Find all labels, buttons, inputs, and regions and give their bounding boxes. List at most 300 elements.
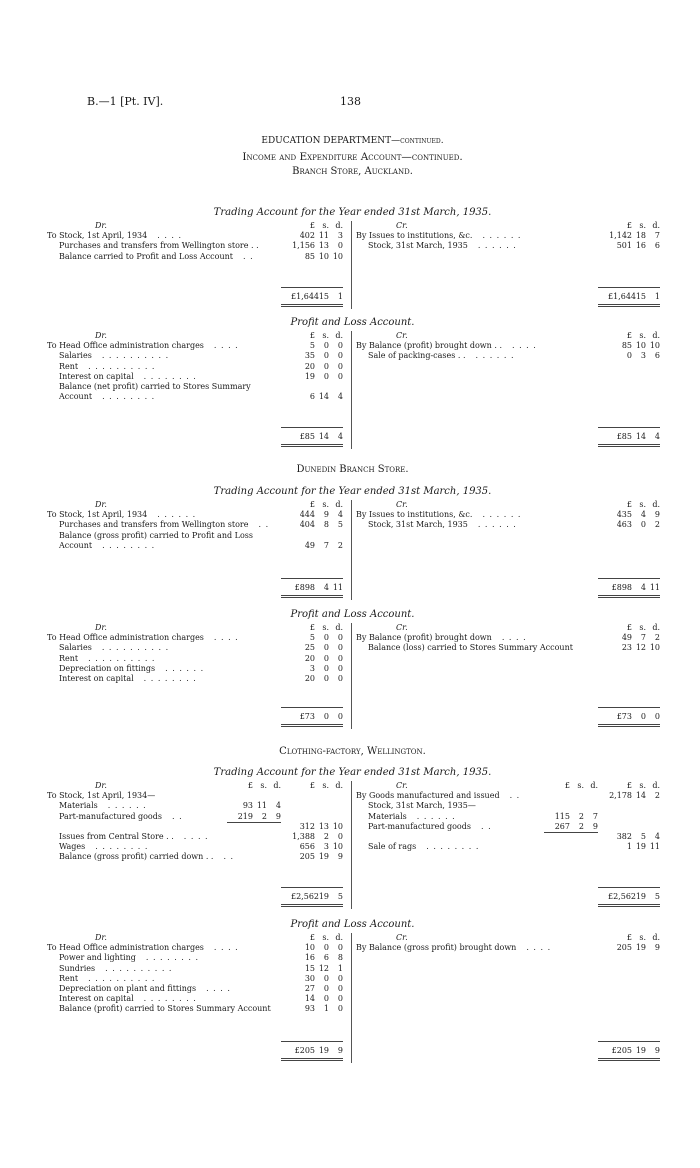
leader-dots: . . . . . . [482,231,522,241]
ledger-row [45,654,349,664]
entry-amount-shillings: 14 [318,392,329,402]
entry-amount-pounds: 1,142 [609,231,632,241]
entry-amount [608,791,660,801]
ledger-row [45,382,349,392]
entry-text: Rent [59,653,79,663]
total-rule [281,427,343,428]
ledger-row [45,241,349,251]
entry-amount-pounds: 404 [299,520,315,530]
currency-header [291,933,343,943]
entry-label [47,231,182,241]
currency-header [291,500,343,510]
total-rule [598,1041,660,1042]
ledger-row [354,341,660,351]
total-amount-pence: 4 [337,432,343,441]
entry-inner-amount-shillings: 2 [261,811,267,821]
ledger-row [45,852,349,862]
entry-amount-pence: 9 [654,510,660,520]
entry-inner-amount-pounds: 93 [242,801,253,811]
column-divider [351,623,352,729]
ledger-row [354,351,660,361]
entry-amount-pounds: 444 [299,510,315,520]
total-double-rule [598,444,660,447]
credit-label: Cr. [396,933,408,942]
entry-amount-pounds: 402 [299,231,315,241]
currency-header-pounds: £ [309,331,315,340]
entry-amount-pence: 9 [654,943,660,953]
ledger-row [45,231,349,241]
leader-dots: . . . . . . . . [145,953,200,963]
currency-header-inner [546,781,598,791]
entry-amount-shillings: 6 [323,953,329,963]
entry-amount [291,964,343,974]
entry-amount [291,643,343,653]
leader-dots: . . . . [183,832,209,841]
entry-amount-pence: 0 [337,643,343,653]
entry-amount-pence: 4 [337,510,343,520]
entry-label [59,852,234,862]
entry-amount [291,822,343,832]
total-amount-pence: 4 [654,432,660,441]
ledger-row [45,633,349,643]
total-rule [598,578,660,579]
entry-amount-shillings: 0 [323,633,329,643]
entry-amount-pounds: 20 [304,653,315,663]
entry-amount-pounds: 23 [621,643,632,653]
entry-amount [608,643,660,653]
ledger-row [45,984,349,994]
entry-text: Depreciation on fittings [59,663,156,673]
total-amount-pounds: £73 [299,712,315,721]
total-row [45,292,349,302]
entry-amount-pence: 0 [337,633,343,643]
entry-inner-amount [229,812,281,822]
leader-dots: . . . . . . . . [102,392,156,402]
entry-amount [291,984,343,994]
total-amount-pounds: £898 [294,583,315,592]
entry-amount-pounds: 5 [309,341,315,351]
entry-amount [291,654,343,664]
entry-amount-pounds: 25 [304,643,315,653]
entry-text: Stock, 31st March, 1935 [368,520,468,530]
entry-amount [291,372,343,382]
entry-label [59,801,147,811]
entry-text: Issues from Central Store . . [59,832,174,841]
entry-amount-pounds: 0 [626,351,632,361]
currency-header-pounds: £ [309,500,315,509]
leader-dots: . . . . . . . . . . [101,643,170,653]
total-amount-pence: 11 [649,583,660,592]
ledger-row [45,643,349,653]
ledger-row [45,842,349,852]
currency-header [608,623,660,633]
entry-amount-pence: 0 [337,1004,343,1014]
entry-amount-pounds: 1,388 [292,832,315,841]
ledger-row [45,812,349,822]
currency-header [608,331,660,341]
entry-amount-shillings: 12 [318,963,329,973]
entry-amount [291,510,343,520]
entry-amount-pounds: 205 [299,852,315,862]
section-title: Branch Store, Auckland. [292,166,413,177]
entry-amount-pence: 3 [337,231,343,241]
currency-header-pence: d. [652,933,660,942]
entry-amount [608,231,660,241]
account-body [45,933,660,1063]
ledger-row [354,241,660,251]
entry-amount [291,392,343,402]
entry-text: Interest on capital [59,994,134,1004]
total-row [45,1046,349,1056]
debit-header-row [45,221,349,231]
entry-text: Part-manufactured goods [59,811,162,821]
leader-dots: . . . . [157,231,183,241]
currency-header-shillings: s. [322,623,329,632]
total-amount [291,583,343,593]
ledger-row [45,674,349,684]
ledger-row [45,943,349,953]
total-amount-shillings: 19 [635,892,646,901]
entry-amount-pounds: 14 [304,994,315,1004]
total-double-rule [598,304,660,307]
entry-amount-pounds: 1,156 [292,241,315,251]
ledger-row [354,520,660,530]
currency-header [291,623,343,633]
leader-dots: . . . . . . [475,351,515,361]
account-body [45,331,660,449]
entry-amount-shillings: 19 [635,842,646,852]
currency-header-shillings: s. [322,500,329,509]
entry-text: Purchases and transfers from Wellington store . . [59,241,259,251]
ledger-row [45,801,349,811]
currency-header-pence: d. [652,500,660,509]
entry-amount-pence: 2 [654,791,660,801]
entry-amount [291,351,343,361]
entry-amount-shillings: 0 [323,351,329,361]
entry-label [356,510,521,520]
entry-amount-shillings: 13 [318,241,329,251]
total-amount [291,292,343,302]
currency-header-pence: d. [335,500,343,509]
total-row [45,712,349,722]
entry-label [59,953,199,963]
entry-amount [291,1004,343,1014]
leader-dots: . . . . . . . . [143,994,197,1004]
credit-label: Cr. [396,331,408,340]
entry-label [59,812,183,822]
entry-amount-pence: 2 [337,540,343,550]
total-row [45,583,349,593]
ledger-row [45,964,349,974]
department-heading: EDUCATION DEPARTMENT—continued. [261,136,444,146]
entry-text: Balance (gross profit) carried down . . [59,852,214,862]
entry-amount-shillings: 14 [635,791,646,801]
entry-text: Salaries [59,643,92,653]
entry-text: Sundries [59,963,96,973]
entry-amount-shillings: 0 [323,653,329,663]
entry-text: Sale of rags [368,842,417,852]
leader-dots: . . . . [526,943,552,953]
entry-amount-shillings: 0 [323,674,329,683]
entry-amount-pence: 0 [337,984,343,993]
credit-label: Cr. [396,781,408,790]
currency-header-pence: d. [652,623,660,632]
leader-dots: . . . . [206,984,231,993]
total-amount-shillings: 15 [635,292,646,301]
entry-amount-pounds: 85 [621,341,632,351]
entry-text: Depreciation on plant and fittings [59,984,197,993]
currency-header-inner-pence: d. [273,781,281,790]
entry-amount-pence: 7 [654,231,660,241]
currency-header-inner-pounds: £ [564,781,570,790]
entry-label [59,674,197,684]
entry-inner-amount [229,801,281,811]
entry-text: Purchases and transfers from Wellington store [59,520,249,530]
leader-dots: . . . . . . [107,801,147,811]
entry-text: Stock, 31st March, 1935 [368,241,468,251]
currency-header-shillings: s. [639,933,646,942]
total-rule [281,707,343,708]
entry-amount-pence: 0 [337,371,343,381]
entry-amount-pounds: 35 [304,351,315,361]
entry-text: To Stock, 1st April, 1934 [47,231,148,241]
total-amount-pence: 9 [654,1046,660,1055]
currency-header [291,221,343,231]
account-table [45,781,660,909]
ledger-row [354,633,660,643]
entry-label [356,231,521,241]
currency-header-shillings: s. [639,781,646,790]
ledger-row [354,832,660,842]
entry-amount-pounds: 20 [304,674,315,683]
total-amount [291,712,343,722]
currency-header-shillings: s. [322,933,329,942]
leader-dots: . . . . [213,943,239,953]
entry-label [368,520,517,530]
currency-header-pence: d. [335,781,343,790]
entry-amount-shillings: 0 [323,973,329,983]
entry-amount-pence: 10 [332,821,343,831]
currency-header-pounds: £ [626,933,632,942]
ledger-row [45,372,349,382]
total-amount-pounds: £898 [611,583,632,592]
entry-inner-amount-shillings: 2 [578,811,584,821]
debit-header-row [45,781,349,791]
leader-dots: . . . . . . [165,663,205,673]
credit-header-row [354,331,660,341]
leader-dots: . . . . [511,341,537,351]
entry-amount-pence: 0 [337,653,343,663]
total-rule [281,578,343,579]
entry-amount-pounds: 3 [309,663,315,673]
entry-text: By Issues to institutions, &c. [356,231,473,241]
ledger-row [45,1004,349,1014]
total-rule [281,1041,343,1042]
entry-amount-shillings: 0 [323,984,329,993]
total-double-rule [598,1058,660,1061]
account-title: Trading Account for the Year ended 31st March, 1935. [213,207,492,218]
entry-amount [608,241,660,251]
total-amount-shillings: 0 [640,712,646,721]
ledger-row [45,392,349,402]
entry-label [47,341,239,351]
debit-label: Dr. [95,331,107,340]
ledger-row [45,362,349,372]
column-divider [351,500,352,600]
entry-amount-pounds: 10 [304,943,315,953]
leader-dots: . . . . . . [157,510,197,520]
entry-amount-pence: 0 [337,341,343,351]
entry-text: By Issues to institutions, &c. [356,510,473,520]
debit-side [45,331,349,449]
currency-header-inner [229,781,281,791]
entry-label [59,654,155,664]
entry-text: Balance (gross profit) carried to Profit and Loss [59,530,253,540]
entry-inner-amount-shillings: 11 [256,801,267,811]
debit-label: Dr. [95,623,107,632]
ledger-row [45,351,349,361]
entry-amount-shillings: 1 [323,1004,329,1014]
total-rule [598,427,660,428]
total-amount-pounds: £2,562 [291,892,319,901]
column-divider [351,221,352,309]
account-heading: Income and Expenditure Account—continued. [242,151,463,163]
leader-dots: . . . . [213,633,239,643]
total-amount-pence: 1 [654,292,660,301]
entry-amount-pounds: 463 [616,520,632,530]
entry-amount-pounds: 20 [304,361,315,371]
entry-amount-shillings: 10 [318,251,329,261]
leader-dots: . . . . . . . . . . [105,963,173,973]
entry-amount-pounds: 85 [304,251,315,261]
account-title: Profit and Loss Account. [290,317,415,328]
currency-header-shillings: s. [322,221,329,230]
entry-text: Rent [59,973,79,983]
currency-header-pounds: £ [309,781,315,790]
entry-text: Stock, 31st March, 1935— [368,801,476,811]
ledger-row [45,994,349,1004]
total-row [354,712,660,722]
currency-header [291,781,343,791]
leader-dots: . . . . . . . . . . [101,351,170,361]
credit-side [354,623,660,729]
ledger-row [45,252,349,262]
entry-amount [291,832,343,842]
leader-dots: . . . . . . . . [426,842,480,852]
debit-side [45,933,349,1063]
entry-amount [291,852,343,862]
total-rule [281,887,343,888]
ledger-row [45,791,349,801]
entry-amount-shillings: 18 [635,231,646,241]
entry-amount [291,994,343,1004]
entry-amount-shillings: 12 [635,643,646,653]
total-amount-pounds: £1,644 [608,292,636,301]
currency-header-shillings: s. [322,331,329,340]
entry-amount-pence: 1 [337,963,343,973]
currency-header-pence: d. [652,781,660,790]
leader-dots: . . [258,520,270,530]
entry-label [59,964,172,974]
entry-amount-pence: 0 [337,973,343,983]
total-row [354,1046,660,1056]
entry-amount-pence: 0 [337,832,343,841]
total-amount-shillings: 0 [323,712,329,721]
entry-label [356,341,537,351]
entry-amount-shillings: 0 [323,643,329,653]
entry-amount-pence: 0 [337,663,343,673]
total-row [45,892,349,902]
entry-label [368,241,517,251]
debit-side [45,500,349,600]
total-amount [608,583,660,593]
entry-label [59,832,209,842]
leader-dots: . . [509,791,521,801]
entry-amount-pence: 10 [332,251,343,261]
leader-dots: . . . . . . . . [143,674,197,683]
entry-amount-pence: 11 [649,842,660,852]
entry-amount-pence: 10 [649,341,660,351]
entry-amount-shillings: 2 [323,832,329,841]
total-row [354,892,660,902]
currency-header-shillings: s. [639,500,646,509]
entry-amount-shillings: 19 [318,852,329,862]
entry-text: By Balance (profit) brought down [356,633,492,643]
total-amount-pounds: £205 [611,1046,632,1055]
entry-label [47,633,239,643]
entry-text: Balance carried to Profit and Loss Account [59,251,233,261]
entry-amount-pence: 0 [337,943,343,953]
entry-label [368,812,456,822]
ledger-row [45,664,349,674]
currency-header-inner-shillings: s. [577,781,584,790]
leader-dots: . . . . . . [482,510,522,520]
total-double-rule [281,595,343,598]
entry-inner-amount-pence: 9 [275,811,281,821]
entry-amount [291,842,343,852]
entry-amount-shillings: 9 [323,510,329,520]
entry-label [368,801,476,811]
entry-amount [291,674,343,684]
total-amount-pence: 1 [337,292,343,301]
entry-inner-amount-pence: 4 [275,801,281,811]
entry-amount-pence: 0 [337,674,343,683]
debit-side [45,623,349,729]
account-table [45,623,660,729]
ledger-row [354,510,660,520]
entry-amount [291,541,343,551]
entry-label [356,633,527,643]
entry-inner-amount-pence: 9 [592,821,598,831]
total-amount-pence: 0 [654,712,660,721]
entry-amount-pence: 6 [654,241,660,251]
entry-amount-pounds: 27 [304,984,315,993]
entry-amount-pence: 0 [337,351,343,361]
currency-header-pounds: £ [626,500,632,509]
entry-amount [608,832,660,842]
entry-label [356,791,520,801]
entry-text: To Head Office administration charges [47,341,204,351]
total-amount [608,432,660,442]
total-amount [291,432,343,442]
account-table [45,221,660,309]
total-amount-pence: 5 [654,892,660,901]
entry-text: Interest on capital [59,674,134,683]
currency-header [608,221,660,231]
entry-amount-pounds: 435 [616,510,632,520]
entry-amount-pounds: 501 [616,241,632,251]
ledger-row [45,341,349,351]
